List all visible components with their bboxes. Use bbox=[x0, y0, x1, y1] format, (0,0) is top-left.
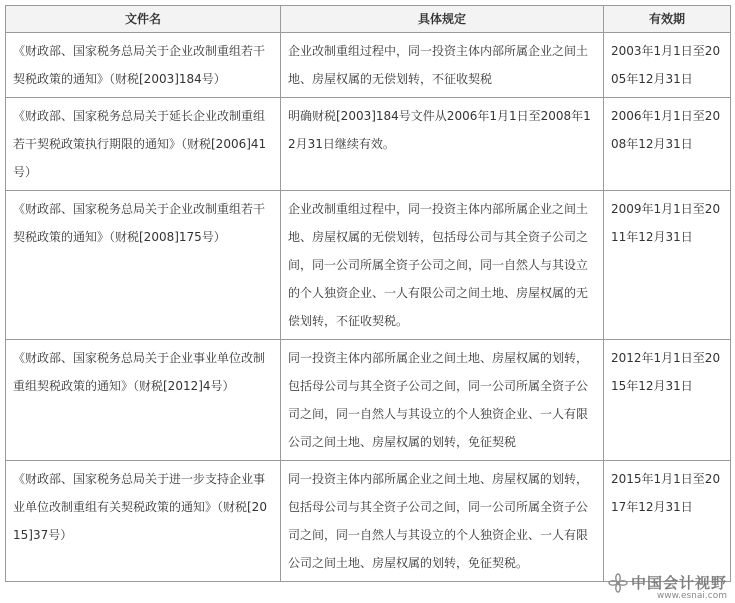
rule-cell: 企业改制重组过程中，同一投资主体内部所属企业之间土地、房屋权属的无偿划转，不征收契税 bbox=[281, 33, 604, 98]
period-cell: 2015年1月1日至2017年12月31日 bbox=[604, 461, 731, 582]
period-cell: 2006年1月1日至2008年12月31日 bbox=[604, 98, 731, 191]
rule-cell: 同一投资主体内部所属企业之间土地、房屋权属的划转，包括母公司与其全资子公司之间，同一公司所属全资子公司之间，同一自然人与其设立的个人独资企业、一人有限公司之间土地、房屋权属的划转，免征契税 bbox=[281, 340, 604, 461]
rule-cell: 同一投资主体内部所属企业之间土地、房屋权属的划转，包括母公司与其全资子公司之间，同一公司所属全资子公司之间，同一自然人与其设立的个人独资企业、一人有限公司之间土地、房屋权属的划转，免征契税。 bbox=[281, 461, 604, 582]
watermark-title: 中国会计视野 bbox=[630, 574, 727, 592]
file-name-cell: 《财政部、国家税务总局关于进一步支持企业事业单位改制重组有关契税政策的通知》（财税[2015]37号） bbox=[6, 461, 281, 582]
file-name-cell: 《财政部、国家税务总局关于延长企业改制重组若干契税政策执行期限的通知》（财税[2006]41号） bbox=[6, 98, 281, 191]
table-row bbox=[6, 461, 731, 582]
header-valid-period: 有效期 bbox=[604, 6, 731, 33]
table-row bbox=[6, 191, 731, 340]
table-row bbox=[6, 340, 731, 461]
rule-cell: 明确财税[2003]184号文件从2006年1月1日至2008年12月31日继续有效。 bbox=[281, 98, 604, 191]
file-name-cell: 《财政部、国家税务总局关于企业改制重组若干契税政策的通知》（财税[2008]175号） bbox=[6, 191, 281, 340]
period-cell: 2012年1月1日至2015年12月31日 bbox=[604, 340, 731, 461]
document-body bbox=[5, 5, 731, 582]
header-row bbox=[6, 6, 731, 33]
table-row bbox=[6, 98, 731, 191]
period-cell: 2003年1月1日至2005年12月31日 bbox=[604, 33, 731, 98]
rule-cell: 企业改制重组过程中，同一投资主体内部所属企业之间土地、房屋权属的无偿划转，包括母公司与其全资子公司之间，同一公司所属全资子公司之间，同一自然人与其设立的个人独资企业、一人有限公司之间土地、房屋权属的无偿划转，不征收契税。 bbox=[281, 191, 604, 340]
header-file-name: 文件名 bbox=[6, 6, 281, 33]
file-name-cell: 《财政部、国家税务总局关于企业改制重组若干契税政策的通知》（财税[2003]184号） bbox=[6, 33, 281, 98]
period-cell: 2009年1月1日至2011年12月31日 bbox=[604, 191, 731, 340]
header-specific-rule: 具体规定 bbox=[281, 6, 604, 33]
watermark-url: www.esnai.com bbox=[656, 591, 727, 601]
file-name-cell: 《财政部、国家税务总局关于企业事业单位改制重组契税政策的通知》（财税[2012]4号） bbox=[6, 340, 281, 461]
policy-table bbox=[5, 5, 731, 582]
table-row bbox=[6, 33, 731, 98]
